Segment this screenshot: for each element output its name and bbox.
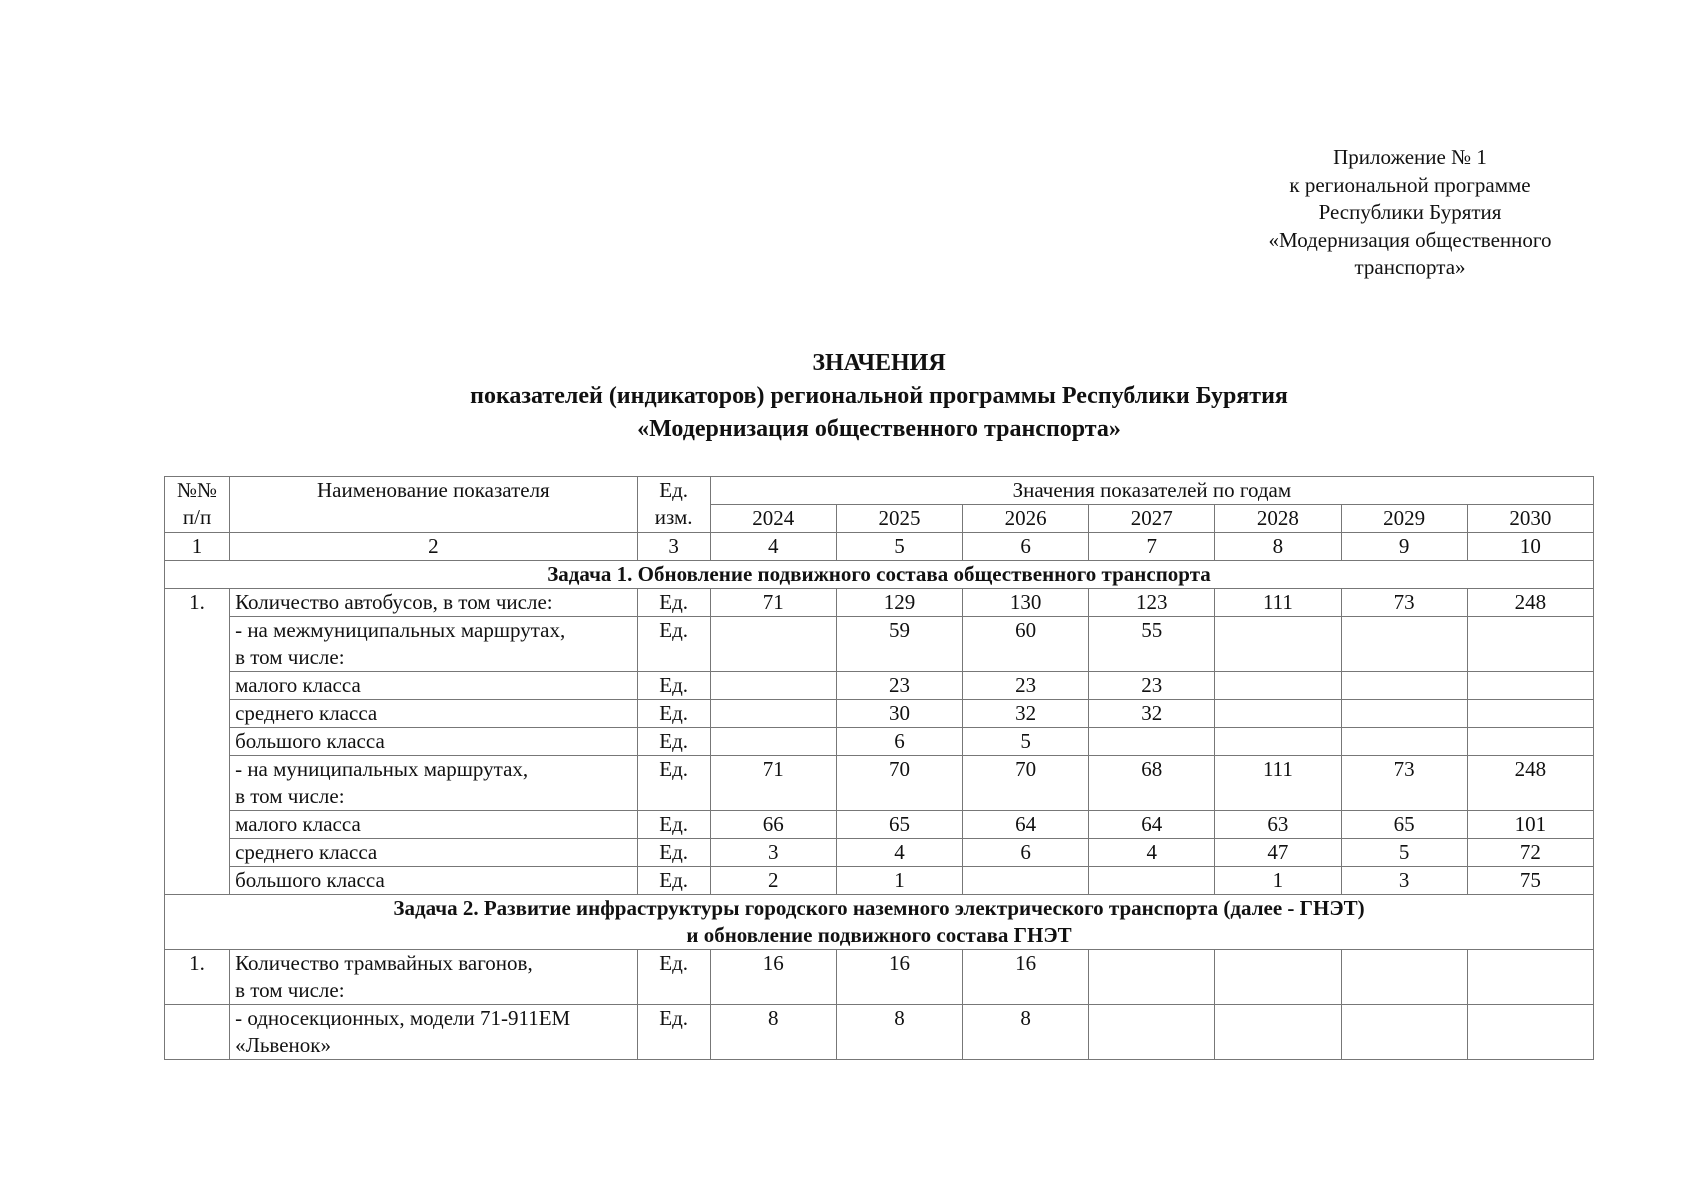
row-number-cell bbox=[165, 811, 230, 839]
appendix-line: Приложение № 1 bbox=[1333, 145, 1487, 169]
value-cell: 75 bbox=[1467, 867, 1593, 895]
value-cell: 6 bbox=[963, 839, 1089, 867]
value-cell bbox=[1341, 617, 1467, 672]
header-year: 2025 bbox=[836, 505, 962, 533]
value-cell: 71 bbox=[710, 756, 836, 811]
indicator-name-cell bbox=[230, 1005, 638, 1060]
indicator-name-cell bbox=[230, 617, 638, 672]
table-row bbox=[165, 867, 1594, 895]
table-row bbox=[165, 617, 1594, 672]
unit-cell: Ед. bbox=[637, 756, 710, 811]
value-cell: 64 bbox=[1089, 811, 1215, 839]
indicator-name-cell bbox=[230, 672, 638, 700]
unit-cell: Ед. bbox=[637, 700, 710, 728]
value-cell bbox=[1467, 1005, 1593, 1060]
header-year: 2029 bbox=[1341, 505, 1467, 533]
value-cell bbox=[1467, 728, 1593, 756]
value-cell bbox=[1215, 950, 1341, 1005]
table-row bbox=[165, 839, 1594, 867]
value-cell: 72 bbox=[1467, 839, 1593, 867]
appendix-line: к региональной программе bbox=[1289, 172, 1531, 197]
value-cell: 70 bbox=[963, 756, 1089, 811]
column-number: 8 bbox=[1215, 533, 1341, 561]
row-number-cell bbox=[165, 756, 230, 811]
row-number-cell bbox=[165, 617, 230, 672]
value-cell: 55 bbox=[1089, 617, 1215, 672]
value-cell: 3 bbox=[710, 839, 836, 867]
document-title bbox=[164, 347, 1594, 446]
value-cell bbox=[1341, 700, 1467, 728]
value-cell bbox=[1215, 1005, 1341, 1060]
indicator-name: Количество автобусов, в том числе: bbox=[235, 590, 553, 614]
table-row bbox=[165, 950, 1594, 1005]
value-cell: 2 bbox=[710, 867, 836, 895]
row-number-cell bbox=[165, 728, 230, 756]
value-cell: 8 bbox=[963, 1005, 1089, 1060]
value-cell bbox=[710, 700, 836, 728]
value-cell bbox=[1215, 617, 1341, 672]
unit-cell: Ед. bbox=[637, 811, 710, 839]
header-year: 2030 bbox=[1467, 505, 1593, 533]
value-cell: 23 bbox=[1089, 672, 1215, 700]
header-name: Наименование показателя bbox=[230, 477, 638, 533]
value-cell bbox=[1089, 867, 1215, 895]
indicator-name-cell bbox=[230, 811, 638, 839]
value-cell: 66 bbox=[710, 811, 836, 839]
value-cell: 5 bbox=[1341, 839, 1467, 867]
header-values-group: Значения показателей по годам bbox=[710, 477, 1593, 505]
indicator-name-cell bbox=[230, 756, 638, 811]
value-cell: 16 bbox=[963, 950, 1089, 1005]
header-year: 2026 bbox=[963, 505, 1089, 533]
indicator-name: среднего класса bbox=[235, 701, 378, 725]
appendix-line: «Модернизация общественного bbox=[1268, 227, 1552, 252]
value-cell: 111 bbox=[1215, 756, 1341, 811]
value-cell: 3 bbox=[1341, 867, 1467, 895]
appendix-block bbox=[1240, 144, 1580, 282]
value-cell: 73 bbox=[1341, 756, 1467, 811]
value-cell bbox=[1467, 700, 1593, 728]
title-line: «Модернизация общественного транспорта» bbox=[637, 416, 1121, 442]
value-cell: 73 bbox=[1341, 589, 1467, 617]
value-cell: 59 bbox=[836, 617, 962, 672]
unit-cell: Ед. bbox=[637, 617, 710, 672]
header-unit: Ед. изм. bbox=[637, 477, 710, 533]
header-num: №№ п/п bbox=[165, 477, 230, 533]
header-row bbox=[165, 477, 1594, 505]
value-cell: 4 bbox=[1089, 839, 1215, 867]
value-cell: 60 bbox=[963, 617, 1089, 672]
value-cell: 16 bbox=[836, 950, 962, 1005]
unit-cell: Ед. bbox=[637, 672, 710, 700]
header-year: 2028 bbox=[1215, 505, 1341, 533]
value-cell: 30 bbox=[836, 700, 962, 728]
indicator-name: - односекционных, модели 71-911ЕМ «Львенок» bbox=[235, 1006, 571, 1057]
value-cell bbox=[710, 617, 836, 672]
row-number-cell bbox=[165, 950, 230, 1005]
value-cell bbox=[1089, 950, 1215, 1005]
row-number-cell bbox=[165, 1005, 230, 1060]
table-row bbox=[165, 589, 1594, 617]
column-number: 1 bbox=[165, 533, 230, 561]
value-cell: 65 bbox=[1341, 811, 1467, 839]
value-cell: 130 bbox=[963, 589, 1089, 617]
value-cell: 248 bbox=[1467, 589, 1593, 617]
value-cell bbox=[1215, 700, 1341, 728]
column-number: 10 bbox=[1467, 533, 1593, 561]
value-cell: 47 bbox=[1215, 839, 1341, 867]
unit-cell: Ед. bbox=[637, 1005, 710, 1060]
column-number: 2 bbox=[230, 533, 638, 561]
value-cell: 16 bbox=[710, 950, 836, 1005]
value-cell bbox=[1215, 728, 1341, 756]
value-cell bbox=[1467, 950, 1593, 1005]
title-line: ЗНАЧЕНИЯ bbox=[812, 350, 946, 376]
value-cell: 129 bbox=[836, 589, 962, 617]
header-year: 2024 bbox=[710, 505, 836, 533]
table-row bbox=[165, 756, 1594, 811]
indicator-name-cell bbox=[230, 700, 638, 728]
column-number: 5 bbox=[836, 533, 962, 561]
value-cell: 4 bbox=[836, 839, 962, 867]
row-number: 1. bbox=[189, 590, 205, 614]
value-cell bbox=[1341, 672, 1467, 700]
table-row bbox=[165, 1005, 1594, 1060]
row-number-cell bbox=[165, 672, 230, 700]
column-number: 9 bbox=[1341, 533, 1467, 561]
section-row bbox=[165, 895, 1594, 950]
value-cell: 23 bbox=[963, 672, 1089, 700]
indicator-name: малого класса bbox=[235, 812, 361, 836]
indicator-name: - на межмуниципальных маршрутах, в том числе: bbox=[235, 618, 566, 669]
value-cell: 23 bbox=[836, 672, 962, 700]
value-cell: 70 bbox=[836, 756, 962, 811]
task2-title-line: Задача 2. Развитие инфраструктуры городского наземного электрического транспорта (далее - ГНЭТ) bbox=[393, 896, 1365, 920]
value-cell bbox=[1467, 617, 1593, 672]
column-number: 3 bbox=[637, 533, 710, 561]
task2-title-line: и обновление подвижного состава ГНЭТ bbox=[686, 923, 1072, 947]
value-cell: 101 bbox=[1467, 811, 1593, 839]
task2-title bbox=[165, 895, 1594, 950]
value-cell: 68 bbox=[1089, 756, 1215, 811]
value-cell: 63 bbox=[1215, 811, 1341, 839]
section-row bbox=[165, 561, 1594, 589]
indicator-name: - на муниципальных маршрутах, в том числе: bbox=[235, 757, 529, 808]
title-line: показателей (индикаторов) региональной программы Республики Бурятия bbox=[470, 383, 1288, 409]
unit-cell: Ед. bbox=[637, 950, 710, 1005]
value-cell: 5 bbox=[963, 728, 1089, 756]
value-cell bbox=[1341, 1005, 1467, 1060]
row-number-cell bbox=[165, 867, 230, 895]
header-year: 2027 bbox=[1089, 505, 1215, 533]
value-cell bbox=[1089, 728, 1215, 756]
value-cell: 1 bbox=[836, 867, 962, 895]
indicator-name-cell bbox=[230, 950, 638, 1005]
column-number: 7 bbox=[1089, 533, 1215, 561]
value-cell bbox=[1341, 728, 1467, 756]
value-cell bbox=[710, 728, 836, 756]
value-cell: 8 bbox=[710, 1005, 836, 1060]
indicator-name: большого класса bbox=[235, 729, 385, 753]
value-cell: 71 bbox=[710, 589, 836, 617]
column-number: 4 bbox=[710, 533, 836, 561]
indicator-name-cell bbox=[230, 589, 638, 617]
value-cell: 123 bbox=[1089, 589, 1215, 617]
unit-cell: Ед. bbox=[637, 867, 710, 895]
value-cell: 64 bbox=[963, 811, 1089, 839]
row-number-cell bbox=[165, 839, 230, 867]
indicators-table bbox=[164, 476, 1594, 1060]
value-cell: 32 bbox=[1089, 700, 1215, 728]
row-number: 1. bbox=[189, 951, 205, 975]
unit-cell: Ед. bbox=[637, 728, 710, 756]
indicator-name-cell bbox=[230, 728, 638, 756]
value-cell bbox=[1341, 950, 1467, 1005]
value-cell: 65 bbox=[836, 811, 962, 839]
table-row bbox=[165, 672, 1594, 700]
indicator-name: Количество трамвайных вагонов, в том числе: bbox=[235, 951, 533, 1002]
row-number-cell bbox=[165, 700, 230, 728]
table-row bbox=[165, 700, 1594, 728]
value-cell: 1 bbox=[1215, 867, 1341, 895]
value-cell bbox=[963, 867, 1089, 895]
indicator-name: среднего класса bbox=[235, 840, 378, 864]
row-number-cell bbox=[165, 589, 230, 617]
indicator-name: большого класса bbox=[235, 868, 385, 892]
value-cell bbox=[1467, 672, 1593, 700]
column-number: 6 bbox=[963, 533, 1089, 561]
appendix-line: транспорта» bbox=[1354, 255, 1466, 279]
value-cell: 111 bbox=[1215, 589, 1341, 617]
table-row bbox=[165, 728, 1594, 756]
table-row bbox=[165, 811, 1594, 839]
unit-cell: Ед. bbox=[637, 589, 710, 617]
indicator-name-cell bbox=[230, 867, 638, 895]
value-cell: 8 bbox=[836, 1005, 962, 1060]
value-cell: 248 bbox=[1467, 756, 1593, 811]
value-cell: 32 bbox=[963, 700, 1089, 728]
value-cell: 6 bbox=[836, 728, 962, 756]
unit-cell: Ед. bbox=[637, 839, 710, 867]
indicator-name: малого класса bbox=[235, 673, 361, 697]
value-cell bbox=[1089, 1005, 1215, 1060]
appendix-line: Республики Бурятия bbox=[1318, 200, 1502, 224]
value-cell bbox=[710, 672, 836, 700]
indicator-name-cell bbox=[230, 839, 638, 867]
column-numbers-row bbox=[165, 533, 1594, 561]
task1-title: Задача 1. Обновление подвижного состава общественного транспорта bbox=[165, 561, 1594, 589]
value-cell bbox=[1215, 672, 1341, 700]
